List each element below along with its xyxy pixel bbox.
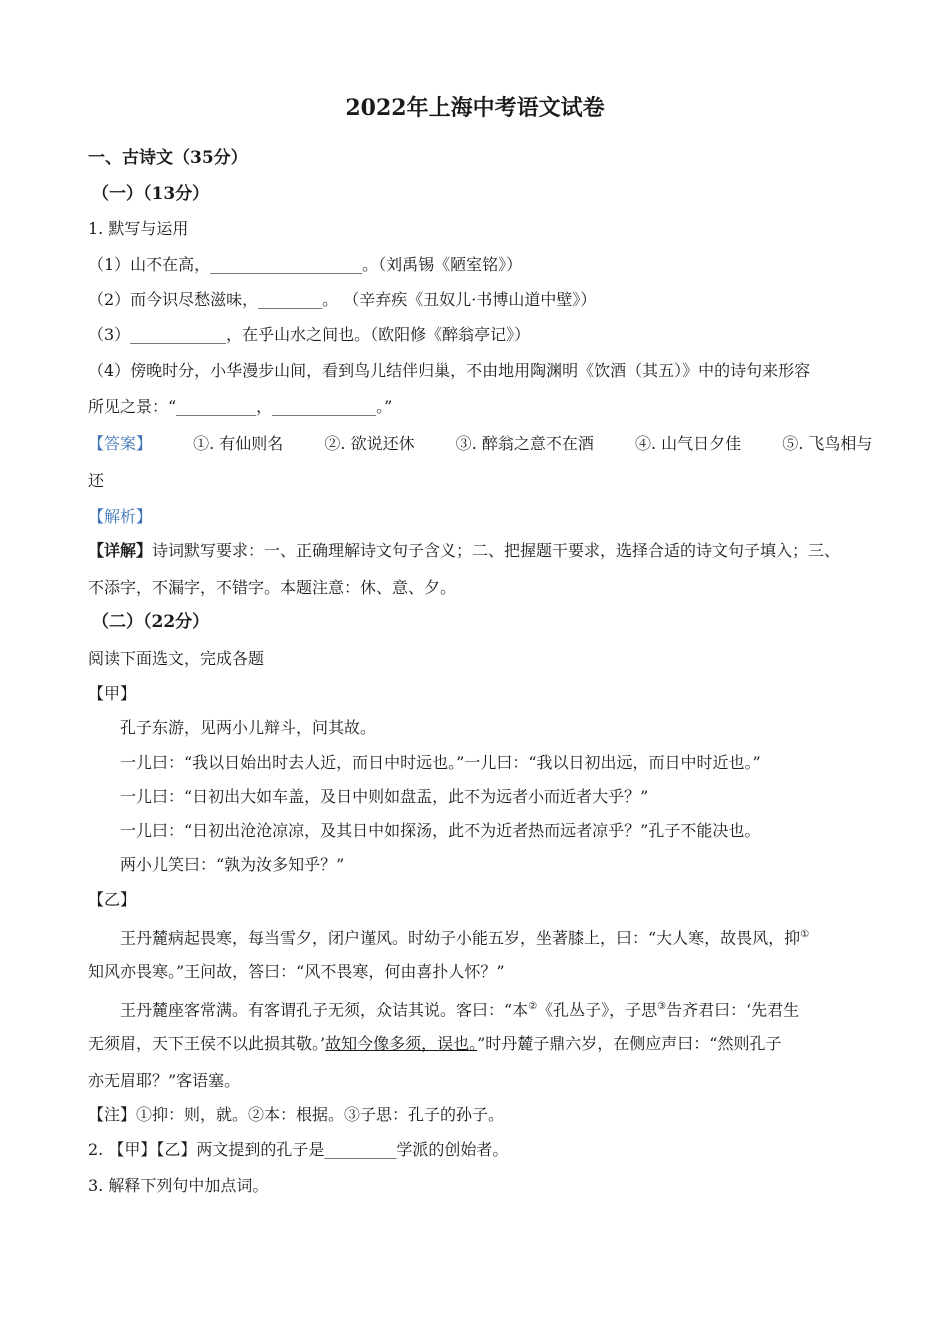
question-1-item-3: （3）____________，在乎山水之间也。（欧阳修《醉翁亭记》） [88, 325, 531, 344]
question-1-item-4-cont: 所见之景：“__________，_____________。” [88, 397, 393, 416]
text-jia-line: 孔子东游，见两小儿辩斗，问其故。 [120, 718, 377, 737]
answer-item: ③. 醉翁之意不在酒 [455, 434, 594, 453]
text-jia-line: 一儿曰：“日初出大如车盖，及日中则如盘盂，此不为远者小而近者大乎？” [120, 787, 649, 806]
page-title: 2022年上海中考语文试卷 [345, 95, 605, 121]
text-yi-label: 【乙】 [88, 890, 137, 909]
section-heading: 一、古诗文（35分） [88, 148, 248, 168]
footnote-marker: ② [528, 1001, 538, 1012]
text-yi-segment: ”时丹麓子鼎六岁，在侧应声曰：“然则孔子 [477, 1034, 782, 1053]
detail-line-1 [88, 541, 840, 561]
text-yi-segment: 《孔丛子》，子思 [537, 1000, 658, 1020]
underlined-sentence: 故知今像多须，误也。 [325, 1034, 478, 1053]
question-2: 2. 【甲】【乙】两文提到的孔子是_________学派的创始者。 [88, 1140, 509, 1159]
text-yi-line: 知风亦畏寒。”王问故，答曰：“风不畏寒，何由喜扑人怀？” [88, 962, 505, 981]
text-jia-line: 两小儿笑曰：“孰为汝多知乎？” [120, 855, 345, 874]
part-heading: （一）（13分） [92, 184, 210, 204]
analysis-label: 【解析】 [88, 507, 153, 526]
question-1-item-4: （4）傍晚时分，小华漫步山间，看到鸟儿结伴归巢，不由地用陶渊明《饮酒（其五）》中的诗句来形容 [88, 361, 811, 380]
text-jia-line: 一儿曰：“我以日始出时去人近，而日中时远也。”一儿曰：“我以日初出远，而日中时近也。” [120, 753, 761, 772]
annotation-note: 【注】①抑：则，就。②本：根据。③子思：孔子的孙子。 [88, 1105, 505, 1124]
text-yi-segment: 王丹麓座客常满。有客谓孔子无须，众诘其说。客曰：“本 [120, 1000, 529, 1020]
detail-label: 【详解】 [88, 541, 153, 560]
text-yi-segment: 王丹麓病起畏寒，每当雪夕，闭户谨风。时幼子小能五岁，坐著膝上，曰：“大人寒，故畏风，抑 [120, 928, 801, 948]
answer-label: 【答案】 [88, 434, 153, 453]
answer-item: ⑤. 飞鸟相与 [782, 434, 873, 453]
question-1-item-1: （1）山不在高，___________________。（刘禹锡《陋室铭》） [88, 255, 523, 274]
text-yi-line: 亦无眉耶？”客语塞。 [88, 1071, 241, 1090]
part-heading: （二）（22分） [92, 612, 210, 632]
text-yi-line [120, 925, 809, 948]
answer-row [88, 434, 872, 454]
answer-item: ①. 有仙则名 [193, 434, 284, 453]
question-1-item-2: （2）而今识尽愁滋味，________。 （辛弃疾《丑奴儿·书博山道中壁》） [88, 290, 597, 309]
question-1-heading: 1. 默写与运用 [88, 219, 189, 238]
footnote-marker: ③ [657, 1001, 667, 1012]
text-yi-segment: 无须眉，天下王侯不以此损其敬。’ [88, 1034, 326, 1053]
footnote-marker: ① [800, 929, 810, 940]
text-yi-segment: 告齐君曰：‘先君生 [666, 1000, 800, 1020]
detail-text: 诗词默写要求：一、正确理解诗文句子含义；二、把握题干要求，选择合适的诗文句子填入；三、 [152, 541, 841, 560]
text-yi-line [88, 1034, 781, 1054]
reading-intro: 阅读下面选文，完成各题 [88, 649, 265, 668]
answer-wrap: 还 [88, 471, 105, 490]
text-jia-label: 【甲】 [88, 684, 137, 703]
answer-item: ②. 欲说还休 [324, 434, 415, 453]
text-jia-line: 一儿曰：“日初出沧沧凉凉，及其日中如探汤，此不为近者热而远者凉乎？”孔子不能决也。 [120, 821, 761, 840]
answer-item: ④. 山气日夕佳 [634, 434, 742, 453]
text-yi-line [120, 997, 799, 1020]
detail-line-2: 不添字，不漏字，不错字。本题注意：休、意、夕。 [88, 578, 457, 597]
question-3: 3. 解释下列句中加点词。 [88, 1176, 269, 1195]
